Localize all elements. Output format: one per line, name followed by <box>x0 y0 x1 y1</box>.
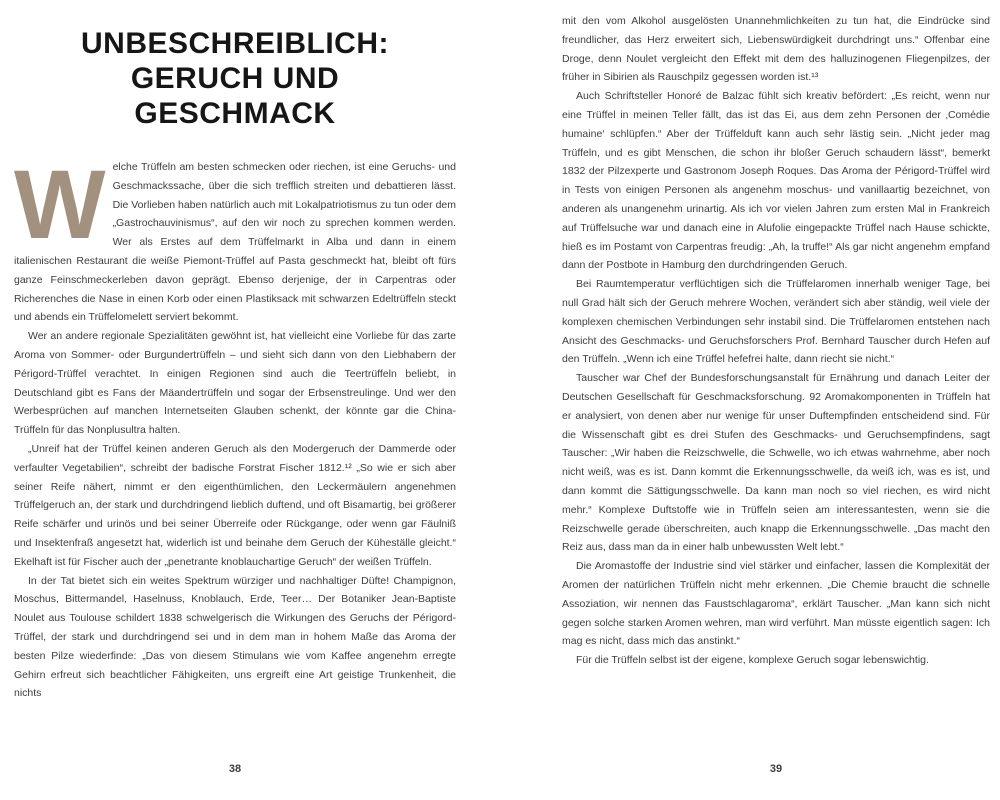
paragraph-text: elche Trüffeln am besten schmecken oder riechen, ist eine Geruchs- und Geschmackssache, über die sich trefflich streiten und debattieren lässt. Die Vorlieben haben natürlich auch mit Lokalpatriotismus zu tun oder dem „Gastrochauvinismus“, auf den wir noch zu sprechen kommen werden. Wer als Erstes auf dem Trüffelmarkt in Alba und dann in einem italienischen Restaurant die weiße Piemont-Trüffel auf Pasta geschmeckt hat, bleibt oft fürs ganze Feinschmeckerleben davon geprägt. Ebenso derjenige, der in Carpentras oder Richerenches die Nase in einen Korb oder einen Plastiksack mit schwarzen Edeltrüffeln steckt und abends ein Trüffelomelett serviert bekommt. <box>14 161 456 324</box>
paragraph: „Unreif hat der Trüffel keinen anderen Geruch als den Modergeruch der Dammerde oder verfaulter Vegetabilien“, schreibt der badische Forstrat Fischer 1812.¹² „So wie er sich aber seiner Reife nähert, nimmt er den eigenthümlichen, den Leckermäulern angenehmen Trüffelgeruch an, der stark und durchdringend lieblich duftend, und oft Bisamartig, bei größerer Reife schärfer und urinös und bei seiner Überreife oder Rückgange, oder wenn gar Fäulniß und Insektenfraß angesetzt hat, widerlich ist und beinahe dem Geruch der Küheställe gleicht.“ Ekelhaft ist für Fischer auch der „penetrante knoblauchartige Geruch“ der weißen Trüffeln. <box>14 442 456 568</box>
right-page-body <box>562 12 990 670</box>
paragraph: Tauscher war Chef der Bundesforschungsanstalt für Ernährung und danach Leiter der Deutschen Gesellschaft für Geschmacksforschung. 92 Aromakomponenten in Trüffeln hat er analysiert, von denen aber nur wenige für unser Duftempfinden entscheidend sind. Für die Wissenschaft gibt es drei Stufen des Geschmacks- und Geruchsempfindens, sagt Tauscher: „Wir haben die Reizschwelle, die Schwelle, wo ich etwas wahrnehme, aber noch nicht weiß, was es ist. Dann kommt die Erkennungsschwelle, da weiß ich, was es ist, und dann kommt die Sättigungsschwelle. Da kann man noch so viel riechen, es wird nicht mehr.“ Komplexe Duftstoffe wie in Trüffeln seien am interessantesten, wenn sie die Reizschwelle gerade überschreiten, auch knapp die Erkennungsschwelle. „Das macht den Reiz aus, dass man da in einer halb unbewussten Welt lebt.“ <box>562 372 990 554</box>
page-number-left: 38 <box>228 763 242 775</box>
paragraph: Bei Raumtemperatur verflüchtigen sich die Trüffelaromen innerhalb weniger Tage, bei null Grad hält sich der Geruch mehrere Wochen, verändert sich aber ständig, weil viele der komplexen chemischen Verbindungen sehr instabil sind. Die Trüffelaromen entstehen nach Ansicht des Geschmacks- und Geruchsforschers Prof. Bernhard Tauscher durch Hefen auf den Trüffeln. „Wenn ich eine Trüffel hefefrei halte, dann riecht sie nicht.“ <box>562 278 990 366</box>
left-page <box>14 0 456 800</box>
chapter-title-line-3: GESCHMACK <box>134 97 336 130</box>
paragraph: Die Aromastoffe der Industrie sind viel stärker und einfacher, lassen die Komplexität der Aromen der natürlichen Trüffeln nicht mehr erkennen. „Die Chemie braucht die schnelle Assoziation, wir nennen das Faustschlagaroma“, erklärt Tauscher. „Man kann sich nicht gegen solche starken Aromen wehren, man wird verführt. Man müsste eigentlich sagen: Ich mag es nicht, dass mich das anstinkt.“ <box>562 560 990 648</box>
chapter-title <box>14 26 456 131</box>
chapter-title-line-1: UNBESCHREIBLICH: <box>81 27 389 60</box>
page-number-right: 39 <box>769 763 783 775</box>
right-page <box>562 0 990 800</box>
paragraph: In der Tat bietet sich ein weites Spektrum würziger und nachhaltiger Düfte! Champignon, Moschus, Bittermandel, Haselnuss, Knoblauch, Erde, Teer… Der Botaniker Jean-Baptiste Noulet aus Toulouse schildert 1838 schwelgerisch die Wirkungen des Geruchs der Périgord-Trüffel, der stark und durchdringend sei und in dem man in hohem Maße das Aroma der besten Pilze wiederfinde: „Das von diesem Stimulans wie vom Kaffee angenehm erregte Gehirn erfreut sich beachtlicher Fähigkeiten, uns ergreift eine Art geistige Trunkenheit, die nichts <box>14 574 456 700</box>
paragraph: Für die Trüffeln selbst ist der eigene, komplexe Geruch sogar lebenswichtig. <box>576 654 929 667</box>
paragraph: Wer an andere regionale Spezialitäten gewöhnt ist, hat vielleicht eine Vorliebe für das zarte Aroma von Sommer- oder Burgundertrüffeln – und sieht sich dann von den Liebhabern der Périgord-Trüffel verachtet. In einigen Regionen sind auch die Teertrüffeln beliebt, in Deutschland gibt es Fans der Mäandertrüffeln und sogar der Erbsenstreulinge. Und wer den Werbesprüchen auf manchen Internetseiten Glauben schenkt, der könnte gar die China-Trüffeln für das Nonplusultra halten. <box>14 330 456 437</box>
left-page-body <box>14 150 456 703</box>
paragraph <box>14 150 456 327</box>
drop-cap: W <box>14 150 106 259</box>
paragraph: Auch Schriftsteller Honoré de Balzac fühlt sich kreativ befördert: „Es reicht, wenn nur eine Trüffel in meinen Teller fällt, das ist das Ei, aus dem zehn Personen der ‚Comédie humaine‘ schlüpfen.“ Aber der Trüffelduft kann auch sehr lästig sein. „Nicht jeder mag Trüffeln, und es gibt Menschen, die schon ihr bloßer Geruch schaudern lässt“, bemerkt 1832 der Pilzexperte und Gastronom Joseph Roques. Das Aroma der Périgord-Trüffel wird in Tests von einigen Personen als angenehm moschus- und vanillaartig bezeichnet, von anderen als unangenehm urinartig. Als ich vor vielen Jahren zum ersten Mal in Frankreich auf Trüffelsuche war und danach eine in Alufolie eingepackte Trüffel nach Hause schickte, hieß es im Postamt von Carpentras freudig: „Ah, la truffe!“ Als gar nicht angenehm empfand dann der Postbote in Hamburg den durchdringenden Geruch. <box>562 90 990 272</box>
paragraph: mit den vom Alkohol ausgelösten Unannehmlichkeiten zu tun hat, die Eindrücke sind freundlicher, das Herz erweitert sich, Liebenswürdigkeit durchdringt uns.“ Offenbar eine Droge, denn Noulet vergleicht den Effekt mit dem des halluzinogenen Fliegenpilzes, der früher in Sibirien als Rauschpilz gegessen worden ist.¹³ <box>562 15 990 84</box>
chapter-title-line-2: GERUCH UND <box>130 62 340 95</box>
